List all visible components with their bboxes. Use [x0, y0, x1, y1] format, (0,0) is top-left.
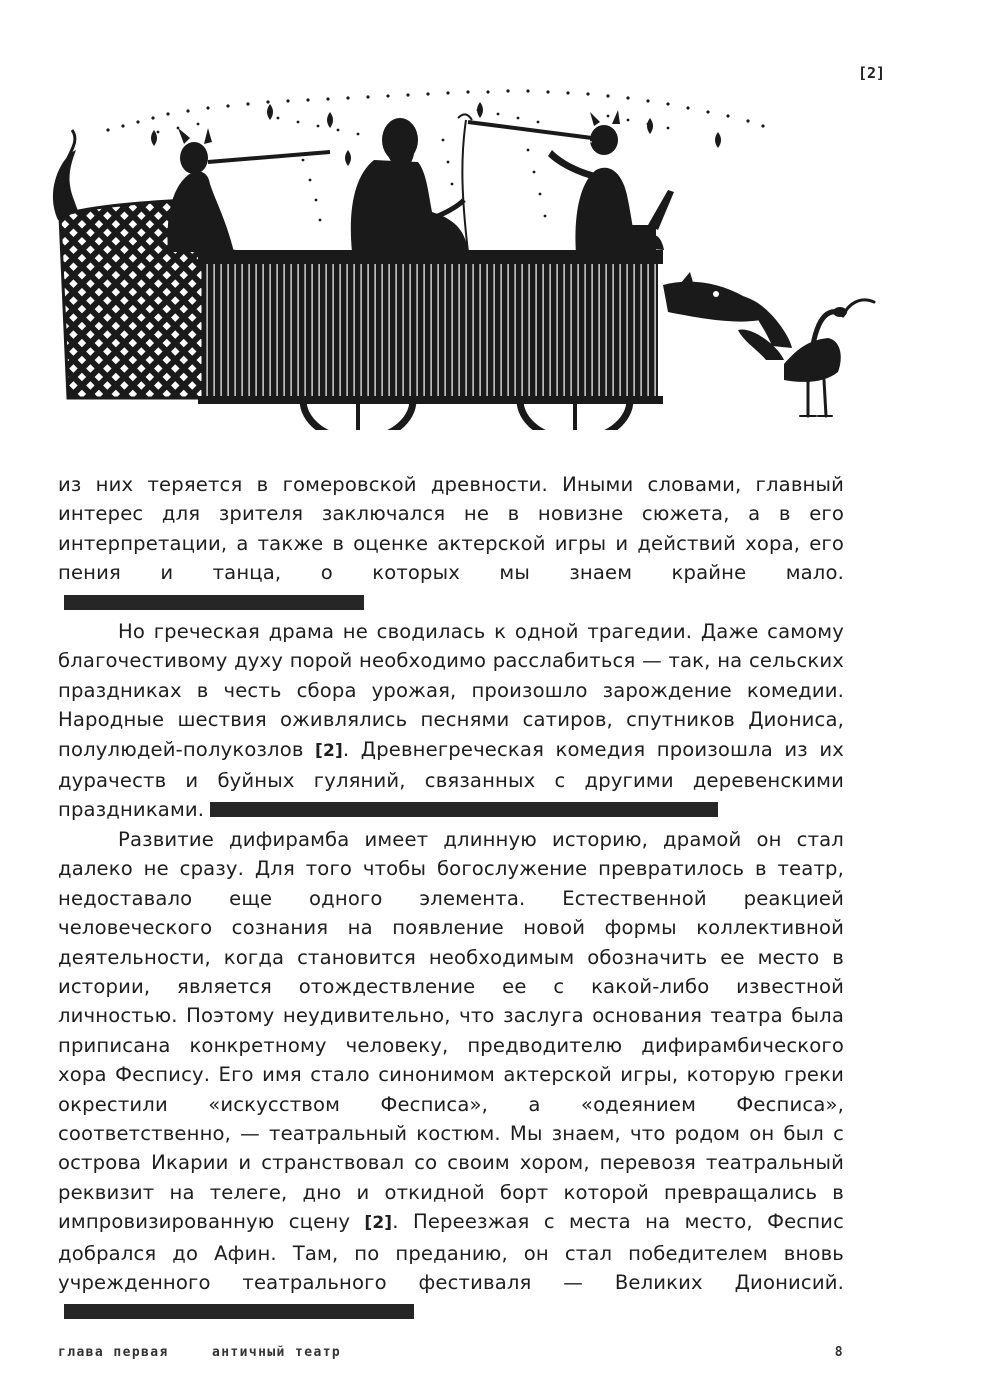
paragraph-text: Но греческая драма не сводилась к одной трагедии. Даже самому благочестивому духу порой необходимо расслабиться — так, на сельских праздниках в честь сбора урожая, произошло зарождение комедии. Народные шествия оживлялись песнями сатиров, спутников Диониса, полулюдей-полукозлов — [58, 620, 844, 761]
paragraph-text: . Древнегреческая комедия произошла из их дурачеств и буйных гуляний, связанных с другими деревенскими праздниками. — [58, 737, 844, 822]
paragraph — [58, 470, 844, 617]
page-footer — [58, 1345, 844, 1360]
citation-link[interactable]: [2] — [315, 740, 343, 761]
paragraph-text: . Переезжая с места на место, Феспис добрался до Афин. Там, по преданию, он стал победителем вновь учрежденного театрального фестиваля — Великих Дионисий. — [58, 1210, 844, 1294]
redaction-bar — [64, 595, 364, 610]
chapter-label: глава первая — [58, 1345, 169, 1360]
page-number: 8 — [834, 1345, 844, 1360]
section-label: античный театр — [211, 1345, 342, 1360]
paragraph — [58, 617, 844, 825]
main-text — [58, 470, 844, 1327]
redaction-bar — [210, 802, 718, 817]
citation-link[interactable]: [2] — [364, 1213, 393, 1234]
paragraph-text: Развитие дифирамба имеет длинную историю, драмой он стал далеко не сразу. Для того чтобы богослужение превратилось в театр, недоставало еще одного элемента. Естественной реакцией человеческого сознания на появление новой формы коллективной деятельности, когда становится необходимым обозначить ее место в истории, является отождествление ее с какой-либо известной личностью. Поэтому неудивительно, что заслуга основания театра была приписана конкретному человеку, предводителю дифирамбического хора Феспису. Его имя стало синонимом актерской игры, которую греки окрестили «искусством Фесписа», а «одеянием Фесписа», соответственно, — театральный костюм. Мы знаем, что родом он был с острова Икарии и странствовал со своим хором, перевозя театральный реквизит на телеге, дно и откидной борт которой превращались в импровизированную сцену — [58, 827, 844, 1234]
paragraph — [58, 825, 844, 1327]
redaction-bar — [64, 1304, 414, 1319]
greek-vase-painting-icon — [48, 80, 898, 430]
illustration-reference: [2] — [858, 64, 886, 82]
paragraph-text: из них теряется в гомеровской древности. Иными словами, главный интерес для зрителя заключался не в новизне сюжета, а в его интерпретации, а также в оценке актерской игры и действий хора, его пения и танца, о которых мы знаем крайне мало. — [58, 473, 844, 585]
